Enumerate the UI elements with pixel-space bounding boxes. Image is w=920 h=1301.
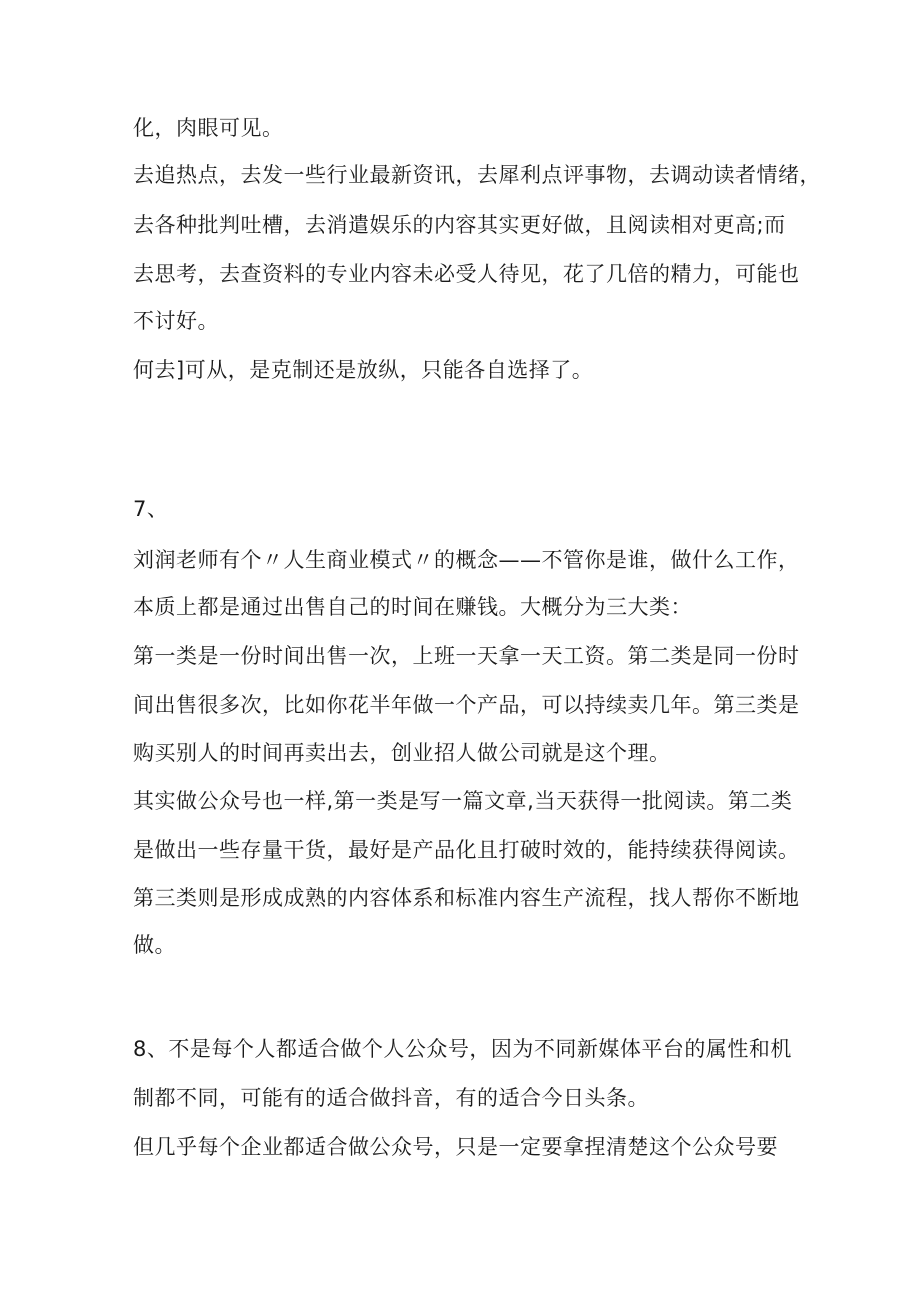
paragraph-line: 本质上都是通过出售自己的时间在赚钱。大概分为三大类： bbox=[133, 595, 692, 619]
paragraph-line: 第一类是一份时间出售一次，上班一天拿一天工资。第二类是同一份时 bbox=[133, 644, 800, 668]
paragraph-line: 不讨好。 bbox=[133, 309, 219, 333]
paragraph-line: 去追热点，去发一些行业最新资讯，去犀利点评事物，去调动读者情绪， bbox=[133, 163, 821, 187]
paragraph-line: 刘润老师有个〃人生商业模式〃的概念——不管你是谁，做什么工作， bbox=[133, 548, 800, 572]
paragraph-line: 但几乎每个企业都适合做公众号，只是一定要拿捏清楚这个公众号要 bbox=[133, 1135, 778, 1159]
paragraph-line: 何去]可从，是克制还是放纵，只能各自选择了。 bbox=[133, 358, 594, 382]
paragraph-line: 做。 bbox=[133, 933, 176, 957]
paragraph-line: 购买别人的时间再卖出去，创业招人做公司就是这个理。 bbox=[133, 741, 671, 765]
paragraph-line: 其实做公众号也一样,第一类是写一篇文章,当天获得一批阅读。第二类 bbox=[133, 789, 793, 813]
section-number: 7、 bbox=[133, 497, 169, 521]
paragraph-line: 第三类则是形成成熟的内容体系和标准内容生产流程，找人帮你不断地 bbox=[133, 886, 800, 910]
paragraph-line: 间出售很多次，比如你花半年做一个产品，可以持续卖几年。第三类是 bbox=[133, 693, 800, 717]
paragraph-line: 制都不同，可能有的适合做抖音，有的适合今日头条。 bbox=[133, 1086, 649, 1110]
paragraph-line: 化，肉眼可见。 bbox=[133, 116, 284, 140]
paragraph-line: 是做出一些存量干货，最好是产品化且打破时效的，能持续获得阅读。 bbox=[133, 838, 800, 862]
paragraph-line: 去思考，去查资料的专业内容未必受人待见，花了几倍的精力，可能也 bbox=[133, 262, 800, 286]
paragraph-line: 去各种批判吐槽，去消遣娱乐的内容其实更好做，且阅读相对更高;而 bbox=[133, 213, 786, 237]
paragraph-line: 8、不是每个人都适合做个人公众号，因为不同新媒体平台的属性和机 bbox=[133, 1037, 792, 1061]
